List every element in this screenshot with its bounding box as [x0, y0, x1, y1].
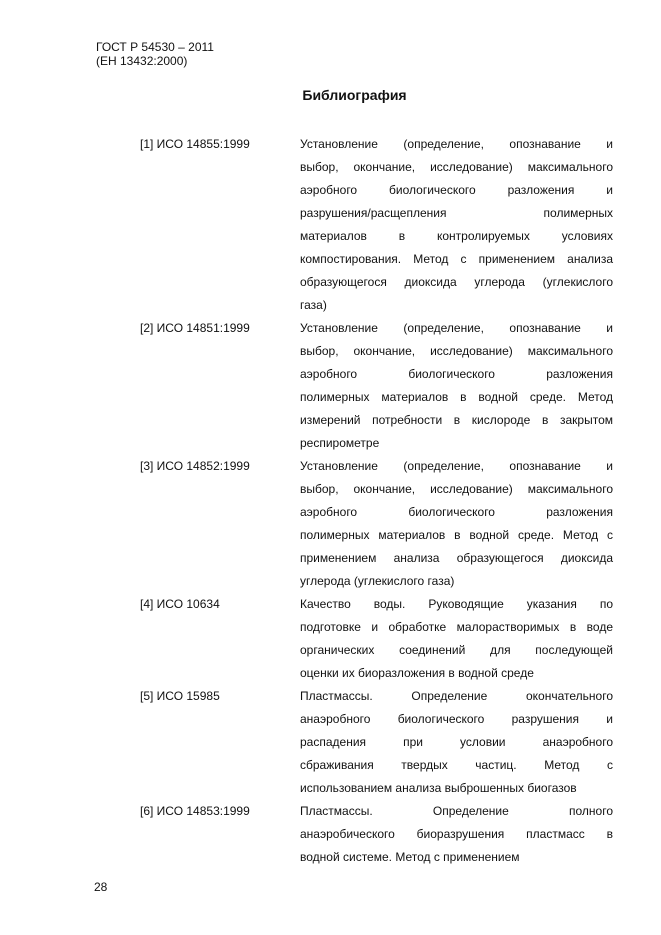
description-line: газа) — [300, 298, 327, 312]
reference-number: [2] ИСО 14851:1999 — [140, 321, 250, 335]
description-line: органических соединений для последующей — [300, 643, 613, 657]
description-line: образующегося диоксида углерода (углекислого — [300, 275, 613, 289]
reference-description — [300, 800, 613, 869]
description-line: аэробного биологического разложения — [300, 505, 613, 519]
reference-number: [4] ИСО 10634 — [140, 597, 220, 611]
reference-description — [300, 685, 613, 800]
bibliography-entry — [0, 133, 661, 317]
page-title: Библиография — [302, 87, 407, 103]
description-line: Пластмассы. Определение окончательного — [300, 689, 613, 703]
reference-number: [1] ИСО 14855:1999 — [140, 137, 250, 151]
bibliography-entry — [0, 455, 661, 593]
description-line: водной системе. Метод с применением — [300, 850, 520, 864]
description-line: компостирования. Метод с применением анализа — [300, 252, 613, 266]
bibliography-entry — [0, 685, 661, 800]
description-line: сбраживания твердых частиц. Метод с — [300, 758, 613, 772]
reference-description — [300, 455, 613, 593]
description-line: анаэробного биологического разрушения и — [300, 712, 613, 726]
description-line: выбор, окончание, исследование) максимального — [300, 160, 613, 174]
description-line: аэробного биологического разложения — [300, 367, 613, 381]
description-line: Установление (определение, опознавание и — [300, 137, 613, 151]
description-line: оценки их биоразложения в водной среде — [300, 666, 534, 680]
reference-description — [300, 317, 613, 455]
bibliography-entry — [0, 317, 661, 455]
description-line: углерода (углекислого газа) — [300, 574, 455, 588]
standard-number: ГОСТ Р 54530 – 2011 — [96, 40, 214, 54]
reference-number: [6] ИСО 14853:1999 — [140, 804, 250, 818]
description-line: Пластмассы. Определение полного — [300, 804, 613, 818]
description-line: полимерных материалов в водной среде. Метод с — [300, 528, 613, 542]
description-line: респирометре — [300, 436, 380, 450]
description-line: разрушения/расщепления полимерных — [300, 206, 613, 220]
description-line: выбор, окончание, исследование) максимального — [300, 344, 613, 358]
description-line: Качество воды. Руководящие указания по — [300, 597, 613, 611]
description-line: Установление (определение, опознавание и — [300, 321, 613, 335]
description-line: использованием анализа выброшенных биогазов — [300, 781, 577, 795]
reference-number: [3] ИСО 14852:1999 — [140, 459, 250, 473]
description-line: измерений потребности в кислороде в закрытом — [300, 413, 613, 427]
description-line: подготовке и обработке малорастворимых в воде — [300, 620, 613, 634]
description-line: распадения при условии анаэробного — [300, 735, 613, 749]
reference-description — [300, 133, 613, 317]
page-number: 28 — [94, 880, 108, 894]
reference-number: [5] ИСО 15985 — [140, 689, 220, 703]
description-line: аэробного биологического разложения и — [300, 183, 613, 197]
bibliography-list — [0, 133, 661, 869]
description-line: применением анализа образующегося диоксида — [300, 551, 613, 565]
reference-description — [300, 593, 613, 685]
bibliography-entry — [0, 593, 661, 685]
description-line: материалов в контролируемых условиях — [300, 229, 613, 243]
standard-equivalent: (ЕН 13432:2000) — [96, 54, 188, 68]
description-line: анаэробического биоразрушения пластмасс в — [300, 827, 613, 841]
document-header — [96, 40, 214, 68]
bibliography-entry — [0, 800, 661, 869]
description-line: Установление (определение, опознавание и — [300, 459, 613, 473]
description-line: выбор, окончание, исследование) максимального — [300, 482, 613, 496]
description-line: полимерных материалов в водной среде. Метод — [300, 390, 613, 404]
